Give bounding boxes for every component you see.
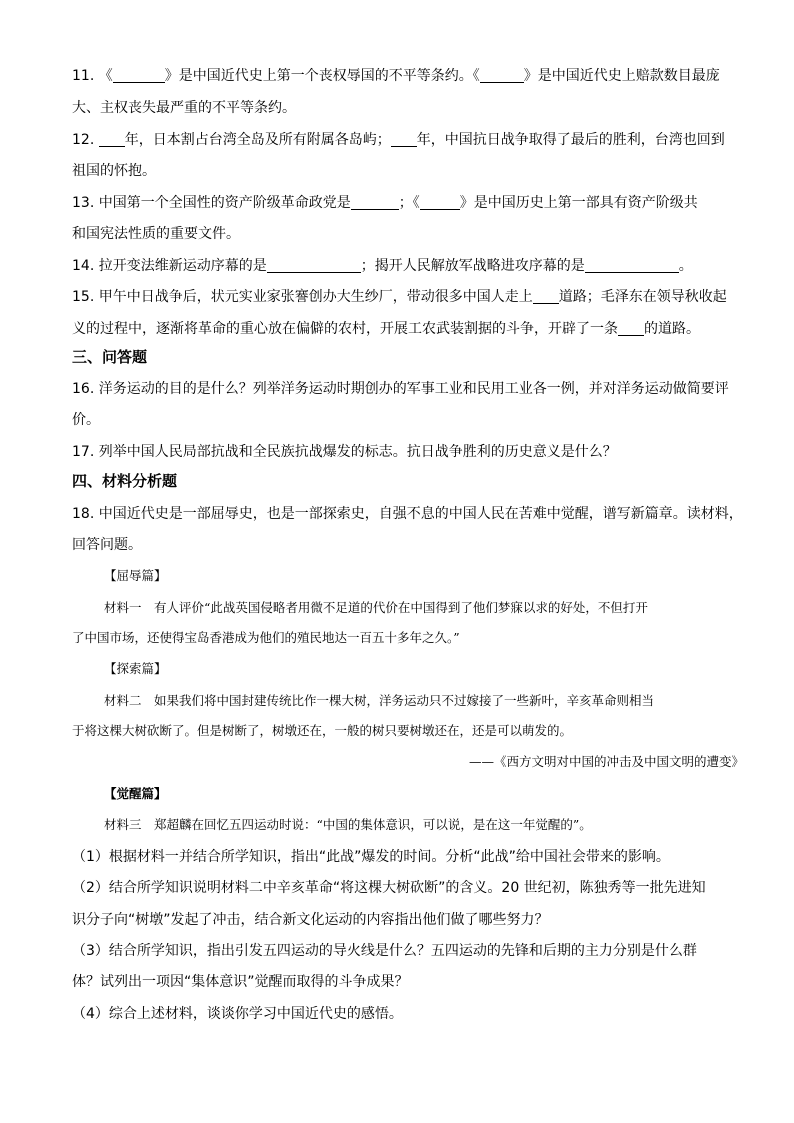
blank[interactable] bbox=[533, 287, 559, 304]
sub-question-2-cont: 识分子向“树墩”发起了冲击，结合新文化运动的内容指出他们做了哪些努力？ bbox=[72, 912, 549, 928]
question-13: 13. 中国第一个全国性的资产阶级革命政党是 ；《 》是中国历史上第一部具有资产阶级共 bbox=[72, 195, 698, 211]
blank[interactable] bbox=[480, 66, 524, 83]
question-15: 15. 甲午中日战争后，状元实业家张謇创办大生纱厂，带动很多中国人走上 道路；毛泽东在领导秋收起 bbox=[72, 289, 727, 305]
sub-question-1: （1）根据材料一并结合所学知识，指出“此战”爆发的时间。分析“此战”给中国社会带来的影响。 bbox=[72, 849, 670, 865]
material-tag-2: 【探索篇】 bbox=[104, 661, 167, 676]
sub-question-4: （4）综合上述材料，谈谈你学习中国近代史的感悟。 bbox=[72, 1006, 403, 1022]
blank[interactable] bbox=[391, 130, 417, 147]
sub-question-3-cont: 体？试列出一项因“集体意识”觉醒而取得的斗争成果？ bbox=[72, 974, 409, 990]
question-12: 12. 年，日本割占台湾全岛及所有附属各岛屿； 年，中国抗日战争取得了最后的胜利，台湾也回到 bbox=[72, 132, 725, 148]
blank[interactable] bbox=[267, 256, 361, 273]
material-2-cont: 于将这棵大树砍断了。但是树断了，树墩还在，一般的树只要树墩还在，还是可以萌发的。 bbox=[72, 723, 573, 738]
question-12-cont: 祖国的怀抱。 bbox=[72, 163, 156, 179]
question-13-cont: 和国宪法性质的重要文件。 bbox=[72, 226, 240, 242]
question-18: 18. 中国近代史是一部屈辱史，也是一部探索史，自强不息的中国人民在苦难中觉醒，谱写新篇章。读材料， bbox=[72, 506, 743, 522]
blank[interactable] bbox=[351, 193, 399, 210]
blank[interactable] bbox=[420, 193, 460, 210]
blank[interactable] bbox=[585, 256, 679, 273]
question-16-cont: 价。 bbox=[72, 412, 100, 428]
material-1-cont: 了中国市场，还使得宝岛香港成为他们的殖民地达一百五十多年之久。” bbox=[72, 630, 460, 645]
material-2-source: ——《西方文明对中国的冲击及中国文明的遭变》 bbox=[468, 754, 744, 769]
material-3: 材料三 郑超麟在回忆五四运动时说：“中国的集体意识，可以说，是在这一年觉醒的”。 bbox=[104, 817, 592, 832]
question-11-cont: 大、主权丧失最严重的不平等条约。 bbox=[72, 100, 296, 116]
sub-question-3: （3）结合所学知识，指出引发五四运动的导火线是什么？五四运动的先锋和后期的主力分别是什么群 bbox=[72, 943, 697, 959]
blank[interactable] bbox=[113, 66, 165, 83]
question-18-cont: 回答问题。 bbox=[72, 537, 142, 553]
material-2: 材料二 如果我们将中国封建传统比作一棵大树，洋务运动只不过嫁接了一些新叶，辛亥革命则相当 bbox=[104, 693, 655, 708]
material-1: 材料一 有人评价“此战英国侵略者用微不足道的代价在中国得到了他们梦寐以求的好处，不但打开 bbox=[104, 600, 648, 615]
material-tag-1: 【屈辱篇】 bbox=[104, 568, 167, 583]
question-11: 11. 《 》是中国近代史上第一个丧权辱国的不平等条约。《 》是中国近代史上赔款数目最庞 bbox=[72, 68, 720, 84]
question-15-cont: 义的过程中，逐渐将革命的重心放在偏僻的农村，开展工农武装割据的斗争，开辟了一条 的道路。 bbox=[72, 321, 700, 337]
section-heading-4: 四、材料分析题 bbox=[72, 472, 178, 490]
blank[interactable] bbox=[99, 130, 125, 147]
sub-question-2: （2）结合所学知识说明材料二中辛亥革命“将这棵大树砍断”的含义。20 世纪初，陈独秀等一批先进知 bbox=[72, 880, 706, 896]
blank[interactable] bbox=[618, 319, 644, 336]
question-14: 14. 拉开变法维新运动序幕的是 ；揭开人民解放军战略进攻序幕的是 。 bbox=[72, 258, 693, 274]
section-heading-3: 三、问答题 bbox=[72, 348, 148, 366]
question-16: 16. 洋务运动的目的是什么？列举洋务运动时期创办的军事工业和民用工业各一例，并对洋务运动做简要评 bbox=[72, 381, 729, 397]
material-tag-3: 【觉醒篇】 bbox=[104, 786, 167, 801]
question-17: 17. 列举中国人民局部抗战和全民族抗战爆发的标志。抗日战争胜利的历史意义是什么？ bbox=[72, 444, 617, 460]
